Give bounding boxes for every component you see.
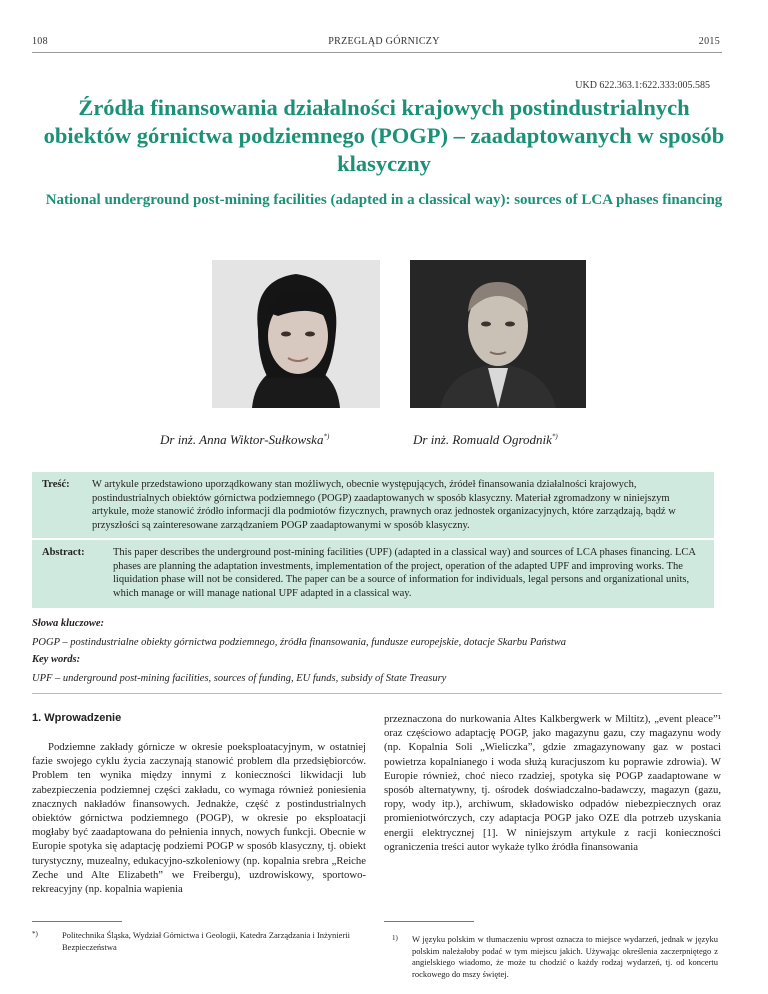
- summary-text: W artykule przedstawiono uporządkowany stan możliwych, obecnie występujących, źródeł finansowania działalności krajowych, postindustrialnych obiektów górnictwa podziemnego (POGP) zaadaptowanych w sposób klasyczny. Materiał zgromadzony w niniejszym artykule, może stanowić źródło informacji dla podmiotów fizycznych, prawnych oraz jednostek organizacyjnych, które zarządzają, bądź w przyszłości są zainteresowane zarządzaniem POGP zaadaptowanymi w sposób klasyczny.: [92, 479, 676, 531]
- header-rule: [32, 52, 722, 53]
- author-1-footnote-mark: *): [323, 432, 330, 441]
- body-column-right: przeznaczona do nurkowania Altes Kalkbergwerk w Miltitz), „event pleace”¹ oraz częściowo adaptację POGP, jako magazynu gazu, czy magazynu wody (np. Kopalnia Soli „Wieliczka”, gdzie zmagazynowany gaz w postaci powietrza kopalnianego i woda służą kuracjuszom ku poprawie zdrowia). W Europie również, choć nieco rzadziej, spotyka się POGP zaadaptowane w sposób alternatywny, tj. ośrodek doświadczalno-badawczy, magazyn (gazu, ropy, wody itp.), archiwum, składowisko odpadów niebezpiecznych oraz promieniotwórczych, czy adaptacja POGP jako OZE dla potrzeb uzyskania energii elektrycznej [1]. W niniejszym artykule z racji konieczności ograniczenia treści autor wykaże tylko źródła finansowania: [384, 713, 721, 853]
- footnote-mark-affiliation: *): [32, 930, 38, 938]
- footnote-mark-1: 1): [392, 934, 398, 942]
- footnote-rule-left: [32, 921, 122, 922]
- keywords-pl-heading: Słowa kluczowe:: [32, 618, 105, 629]
- udk-code: UKD 622.363.1:622.333:005.585: [575, 80, 710, 91]
- title-polish: Źródła finansowania działalności krajowych postindustrialnych obiektów górnictwa podziemnego (POGP) – zaadaptowanych w sposób klasyczny: [43, 95, 725, 176]
- keywords-pl-text: POGP – postindustrialne obiekty górnictwa podziemnego, źródła finansowania, fundusze europejskie, dotacje Skarbu Państwa: [32, 637, 567, 648]
- page-number: 108: [32, 36, 48, 47]
- section-heading: 1. Wprowadzenie: [32, 712, 122, 724]
- keywords-rule: [32, 693, 722, 694]
- author-2-footnote-mark: *): [551, 432, 558, 441]
- footnote-affiliation: Politechnika Śląska, Wydział Górnictwa i Geologii, Katedra Zarządzania i Inżynierii Bezpieczeństwa: [62, 930, 350, 952]
- footnote-1: W języku polskim w tłumaczeniu wprost oznacza to miejsce wydarzeń, jednak w języku polskim należałoby podać w tym miejscu jakich. Używając określenia zaczerpniętego z angielskiego wiadomo, że może tu chodzić o każdy rodzaj wydarzeń, tj. od koncertu rockowego do mszy świętej.: [412, 934, 718, 979]
- body-column-left: Podziemne zakłady górnicze w okresie poeksploatacyjnym, w ostatniej fazie swojego cyklu życia zaczynają stanowić problem dla przedsiębiorców. Problem ten wynika między innymi z konieczności likwidacji lub zabezpieczenia podziemnej części zakładu, co wymaga również poniesienia znacznych nakładów finansowych. Jednakże, część z postindustrialnych obiektów górnictwa podziemnego (POGP), w okresie po eksploatacji mogłaby być zaadaptowana do pełnienia innych, nowych funkcji. Obecnie w Europie spotyka się adaptację podziemi POGP w sposób klasyczny, tj. obiekt turystyczny, muzealny, edukacyjno-szkoleniowy (np. kopalnia srebra „Reiche Zeche und Alte Elizabeth” we Freibergu), uzdrowiskowy, sportowo-rekreacyjny (np. kopalnia wapienia: [32, 741, 366, 896]
- author-photo-male: [410, 260, 586, 408]
- keywords-en-heading: Key words:: [32, 654, 81, 665]
- author-name-1: Dr inż. Anna Wiktor-Sułkowska*): [160, 432, 330, 447]
- keywords-en-text: UPF – underground post-mining facilities, sources of funding, EU funds, subsidy of State Treasury: [32, 673, 447, 684]
- title-english: National underground post-mining facilities (adapted in a classical way): sources of LCA phases financing: [45, 192, 723, 208]
- author-photo-female: [212, 260, 380, 408]
- journal-year: 2015: [698, 36, 720, 47]
- summary-label: Treść:: [42, 479, 70, 490]
- journal-name: PRZEGLĄD GÓRNICZY: [328, 36, 440, 47]
- summary-box-polish: [32, 472, 714, 538]
- author-name-2: Dr inż. Romuald Ogrodnik*): [413, 432, 558, 447]
- abstract-label: Abstract:: [42, 547, 85, 558]
- abstract-box: [32, 540, 714, 608]
- abstract-text: This paper describes the underground post-mining facilities (UPF) (adapted in a classical way) and sources of LCA phases financing. LCA phases are planning the adaptation investments, implementation of the project, operation of the adapted UPF and improving works. The liquidation phase will not be considered. The paper can be a source of information for individuals, legal persons and organizational units, which manage or will manage national UPF adapted in a classical way.: [113, 547, 696, 599]
- footnote-rule-right: [384, 921, 474, 922]
